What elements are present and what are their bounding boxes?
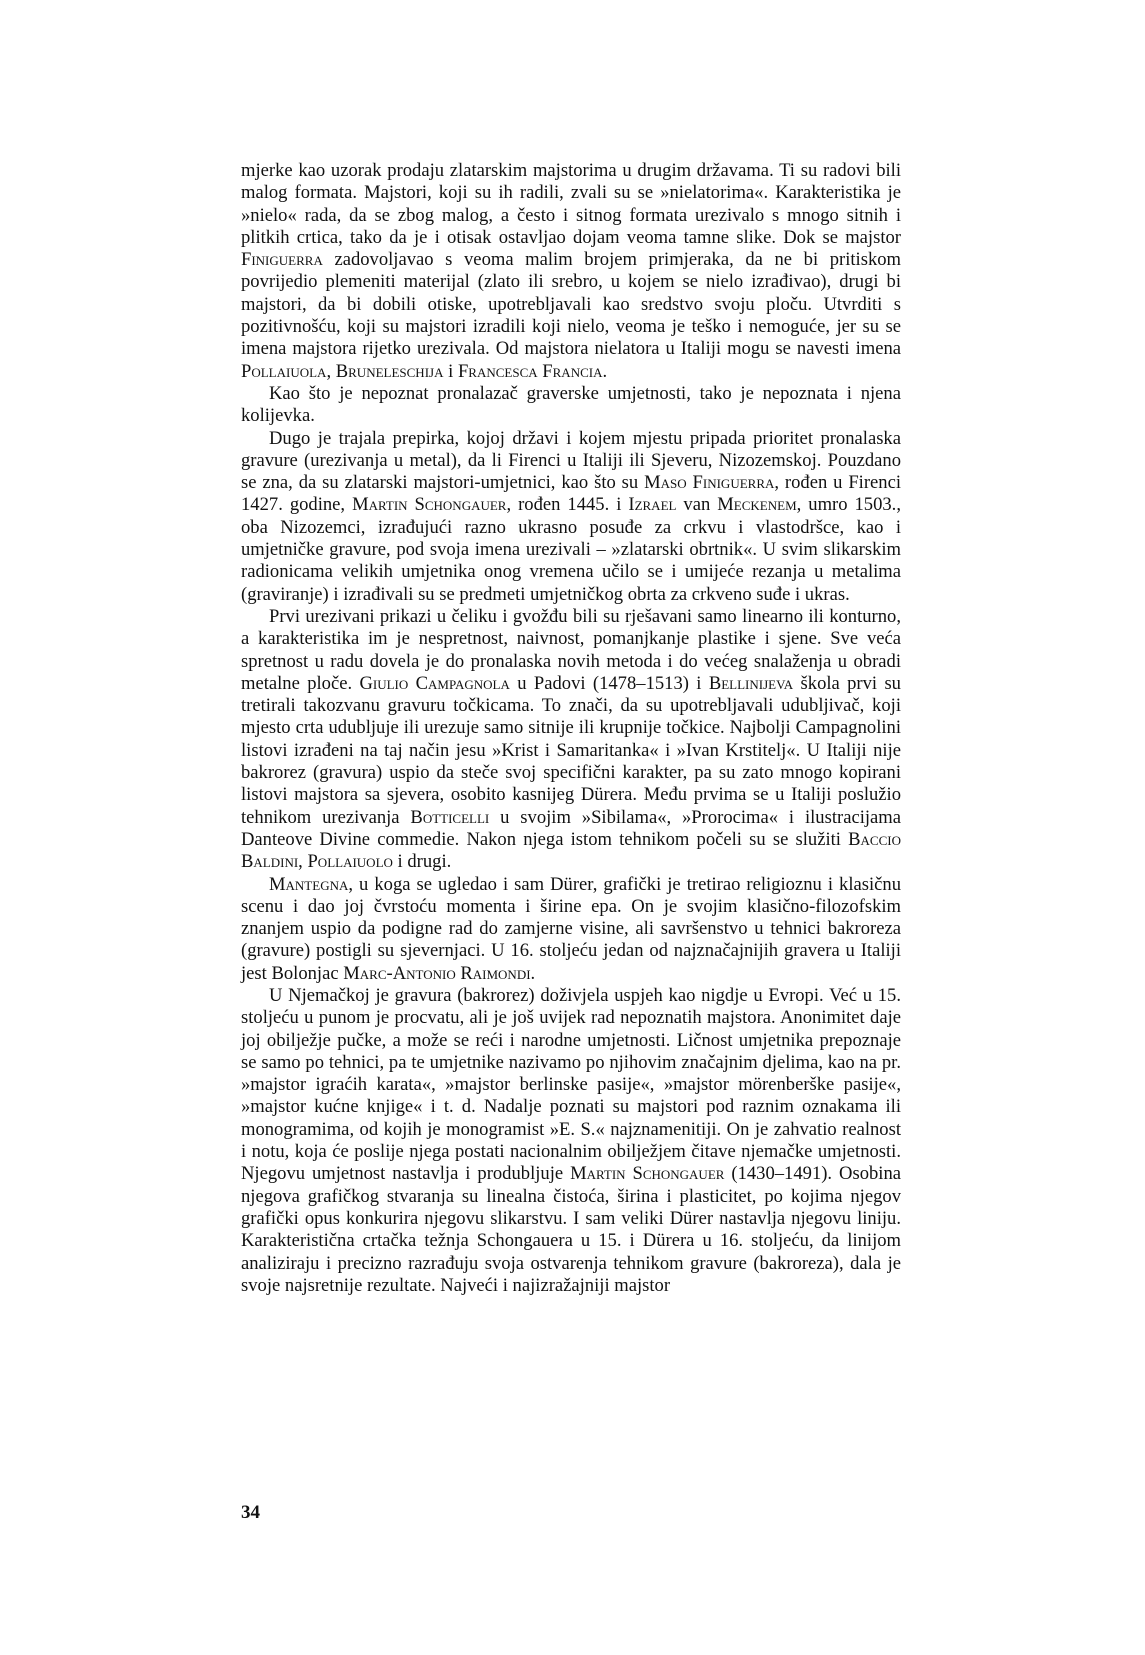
body-text xyxy=(241,160,901,1297)
text-run: u svojim »Sibilama«, »Prorocima« i ilustracijama Danteove Divine commedie. Nakon njega istom tehnikom počeli su se služiti xyxy=(241,806,901,850)
page-number: 34 xyxy=(241,1502,260,1523)
proper-name: Pollaiuola xyxy=(241,360,327,382)
text-run: škola prvi su tretirali takozvanu gravuru točkicama. To znači, da su upotrebljavali udubljivač, koji mjesto crta udubljuje ili urezuje samo sitnije ili krupnije točkice. Najbolji Campagnolini listovi izrađeni na taj način jesu »Krist i Samaritanka« i »Ivan Krstitelj«. U Italiji nije bakrorez (gravura) uspio da steče svoj specifični karakter, pa su zato mnogo kopirani listovi majstora sa sjevera, osobito kasnijeg Dürera. Među prvima se u Italiji poslužio tehnikom urezivanja xyxy=(241,672,901,828)
proper-name: Botticelli xyxy=(410,806,490,828)
text-run: (1430–1491). Osobina njegova grafičkog stvaranja su linealna čistoća, širina i plasticitet, po kojima njegov grafički opus konkurira njegovu slikarstvu. I sam veliki Dürer nastavlja njegovu liniju. Karakteristična crtačka težnja Schongauera u 15. i Dürera u 16. stoljeću, da linijom analiziraju i precizno razrađuju svoja ostvarenja tehnikom gravure (bakroreza), dala je svoje najsretnije rezultate. Najveći i najizražajniji majstor xyxy=(241,1163,901,1296)
proper-name: Maso Finiguerra xyxy=(644,472,775,494)
text-run: Prvi urezivani prikazi u čeliku i gvožđu bili su rješavani samo linearno ili konturno, a karakteristika im je nespretnost, naivnost, pomanjkanje plastike i sjene. Sve veća spretnost u radu dovela je do pronalaska novih metoda i do većeg snalaženja u obradi metalne ploče. xyxy=(241,605,901,694)
text-run: , xyxy=(298,851,308,873)
proper-name: Finiguerra xyxy=(241,249,323,271)
text-run: Dugo je trajala prepirka, kojoj državi i kojem mjestu pripada prioritet pronalaska gravure (urezivanja u metal), da li Firenci u Italiji ili Sjeveru, Nizozemskoj. Pouzdano se zna, da su zlatarski majstori-umjetnici, kao što su xyxy=(241,427,901,494)
text-run: U Njemačkoj je gravura (bakrorez) doživjela uspjeh kao nigdje u Evropi. Već u 15. stoljeću u punom je procvatu, ali je još uvijek rad nepoznatih majstora. Anonimitet daje joj obilježje pučke, a može se reći i narodne umjetnosti. Ličnost umjetnika prepoznaje se samo po tehnici, pa te umjetnike nazivamo po njihovim značajnim djelima, kao na pr. »majstor igraćih karata«, »majstor berlinske pasije«, »majstor mörenberške pasije«, »majstor kućne knjige« i t. d. Nadalje poznati su majstori pod raznim oznakama ili monogramima, od kojih je monogramist »E. S.« najznamenitiji. On je zahvatio realnost i notu, koja će poslije njega postati nacionalnim obilježjem čitave njemačke umjetnosti. Njegovu umjetnost nastavlja i produbljuje xyxy=(241,984,901,1185)
paragraph xyxy=(241,606,901,874)
proper-name: Baccio Baldini xyxy=(241,828,901,873)
proper-name: Bruneleschija xyxy=(335,360,444,382)
proper-name: Meckenem xyxy=(717,494,797,516)
proper-name: Pollaiuolo xyxy=(307,851,393,873)
paragraph xyxy=(241,874,901,985)
text-run: , xyxy=(326,360,336,382)
proper-name: Giulio Campagnola xyxy=(359,672,510,694)
text-run: i drugi. xyxy=(392,851,452,873)
proper-name: Francesca Francia xyxy=(457,360,603,382)
text-run: i xyxy=(443,360,458,382)
paragraph xyxy=(241,428,901,606)
text-run: zadovoljavao s veoma malim brojem primjeraka, da ne bi pritiskom povrijedio plemeniti materijal (zlato ili srebro, u kojem se nielo izrađivao), drugi bi majstori, da bi dobili otiske, upotrebljavali kao sredstvo svoju ploču. Utvrditi s pozitivnošću, koji su majstori izradili koji nielo, veoma je teško i nemoguće, jer su se imena majstora rijetko urezivala. Od majstora nielatora u Italiji mogu se navesti imena xyxy=(241,249,901,360)
proper-name: Izrael xyxy=(628,494,677,516)
proper-name: Bellinijeva xyxy=(708,672,794,694)
paragraph xyxy=(241,160,901,383)
paragraph xyxy=(241,985,901,1297)
text-run: van xyxy=(676,494,718,516)
text-run: u Padovi (1478–1513) i xyxy=(509,672,709,694)
text-run: mjerke kao uzorak prodaju zlatarskim majstorima u drugim državama. Ti su radovi bili malog formata. Majstori, koji su ih radili, zvali su se »nielatorima«. Karakteristika je »nielo« rada, da se zbog malog, a često i sitnog formata urezivalo s mnogo sitnih i plitkih crtica, tako da je i otisak ostavljao dojam veoma tamne slike. Dok se majstor xyxy=(241,160,901,248)
text-run: . xyxy=(602,360,608,382)
text-run: , rođen 1445. i xyxy=(506,494,629,516)
proper-name: Mantegna xyxy=(269,873,349,895)
text-run: , rođen u Firenci 1427. godine, xyxy=(241,472,901,516)
proper-name: Martin Schongauer xyxy=(570,1163,725,1185)
text-run: , u koga se ugledao i sam Dürer, grafički je tretirao religioznu i klasičnu scenu i dao joj čvrstoću momenta i širine epa. On je svojim klasično-filozofskim znanjem uspio da podigne rad do zamjerne visine, ali savršenstvo u tehnici bakroreza (gravure) postigli su sjevernjaci. U 16. stoljeću jedan od najznačajnijih gravera u Italiji jest Bolonjac xyxy=(241,873,901,984)
proper-name: Martin Schongauer xyxy=(352,494,507,516)
text-run: , umro 1503., oba Nizozemci, izrađujući razno ukrasno posuđe za crkvu i vlastodršce, kao i umjetničke gravure, pod svoja imena urezivali – »zlatarski obrtnik«. U svim slikarskim radionicama velikih umjetnika onog vremena učilo se i umijeće rezanja u metalima (graviranje) i izrađivali su se predmeti umjetničkog obrta za crkveno suđe i ukras. xyxy=(241,494,901,605)
text-run: . xyxy=(530,962,536,984)
text-run: Kao što je nepoznat pronalazač graverske umjetnosti, tako je nepoznata i njena kolijevka. xyxy=(241,382,901,427)
proper-name: Marc-Antonio Raimondi xyxy=(343,962,531,984)
paragraph xyxy=(241,383,901,428)
